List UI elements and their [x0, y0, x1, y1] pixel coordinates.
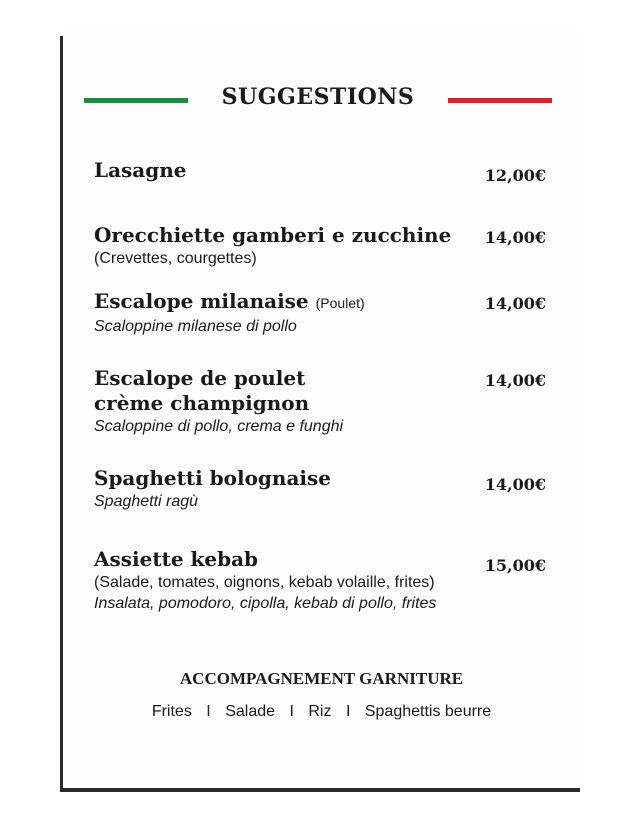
dish-name: Orecchiette gamberi e zucchine [94, 223, 452, 247]
accompaniment-separator: I [289, 703, 294, 720]
page-title: SUGGESTIONS [221, 84, 415, 110]
accompaniment-item: Salade [225, 703, 276, 720]
dish-name: Spaghetti bolognaise [94, 466, 332, 490]
dish-name [94, 289, 550, 316]
dish-name-text: Escalope milanaise [94, 289, 309, 313]
dish-price: 14,00€ [484, 371, 546, 390]
accompaniment-separator: I [345, 703, 351, 720]
page-edge-bottom [60, 788, 580, 792]
accompaniment-item: Riz [308, 703, 332, 720]
dish-name-line2: crème champignon [94, 391, 310, 415]
accompaniment-separator: I [206, 703, 211, 720]
dish-escalope-milanaise [94, 289, 550, 337]
dish-orecchiette [94, 223, 550, 269]
dish-italian-name: Spaghetti ragù [94, 493, 199, 510]
menu-header [84, 84, 552, 116]
red-rule [448, 98, 552, 103]
accompaniment-title: ACCOMPAGNEMENT GARNITURE [179, 669, 464, 688]
dish-assiette-kebab [94, 547, 550, 614]
dish-name-note: (Poulet) [315, 295, 365, 311]
dish-italian-name: Scaloppine milanese di pollo [94, 318, 297, 335]
accompaniment-item: Frites [151, 703, 192, 720]
dish-spaghetti-bolognaise [94, 466, 550, 512]
dish-italian-name: Scaloppine di pollo, crema e funghi [94, 418, 344, 435]
accompaniment-item: Spaghettis beurre [364, 703, 492, 720]
dish-price: 14,00€ [484, 294, 546, 313]
dish-name-line1: Escalope de poulet [94, 366, 306, 390]
dish-name: Assiette kebab [94, 547, 259, 571]
dish-price: 14,00€ [484, 475, 546, 494]
dish-price: 14,00€ [484, 228, 546, 247]
dish-description: (Crevettes, courgettes) [94, 250, 257, 267]
accompaniment-list [63, 703, 580, 721]
dish-price: 15,00€ [484, 556, 546, 575]
dish-description: (Salade, tomates, oignons, kebab volaille, frites) [94, 574, 435, 591]
dish-name: Lasagne [94, 158, 187, 182]
dish-italian-name: Insalata, pomodoro, cipolla, kebab di pollo, frites [94, 595, 437, 612]
dish-price: 12,00€ [484, 166, 546, 185]
dish-lasagne [94, 158, 550, 183]
dish-escalope-poulet [94, 366, 550, 437]
